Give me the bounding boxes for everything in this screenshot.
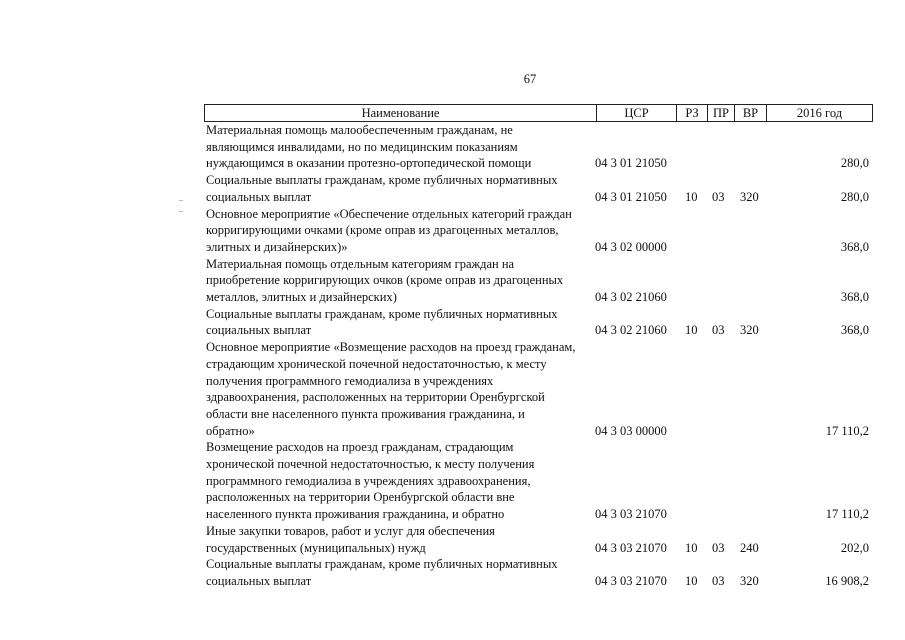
budget-table	[204, 104, 873, 590]
row-csr: 04 3 02 21060	[595, 290, 667, 305]
table-row	[204, 122, 873, 172]
row-csr: 04 3 01 21050	[595, 156, 667, 171]
row-sum: 17 110,2	[825, 423, 869, 438]
row-csr: 04 3 03 00000	[595, 423, 667, 438]
page-number: 67	[523, 72, 537, 86]
row-vr: 240	[740, 540, 759, 555]
header-vr: ВР	[734, 105, 766, 121]
header-csr: ЦСР	[596, 105, 676, 121]
row-name: Иные закупки товаров, работ и услуг для обеспечения государственных (муниципальных) нужд	[206, 523, 495, 555]
table-row	[204, 256, 873, 306]
row-pr: 03	[712, 323, 725, 338]
row-sum: 368,0	[840, 323, 869, 338]
scan-margin-mark	[179, 200, 183, 201]
row-vr: 320	[740, 323, 759, 338]
row-sum: 202,0	[840, 540, 869, 555]
row-name: Материальная помощь малообеспеченным гражданам, не являющимся инвалидами, но по медицинским показаниям нуждающимся в оказании протезно-ортопедической помощи	[206, 123, 532, 171]
row-name: Социальные выплаты гражданам, кроме публичных нормативных социальных выплат	[206, 306, 558, 338]
row-sum: 280,0	[840, 156, 869, 171]
table-header	[204, 104, 873, 122]
table-row	[204, 306, 873, 339]
row-pr: 03	[712, 189, 725, 204]
row-name: Основное мероприятие «Обеспечение отдельных категорий граждан корригирующими очками (кроме оправ из драгоценных металлов, элитных и дизайнерских)»	[206, 206, 572, 254]
row-name: Основное мероприятие «Возмещение расходов на проезд гражданам, страдающим хронической почечной недостаточностью, к месту получения программного гемодиализа в учреждениях здравоохранения, расположенных на территории Оренбургской области вне населенного пункта проживания гражданина, и обратно»	[206, 340, 576, 438]
row-csr: 04 3 02 21060	[595, 323, 667, 338]
scan-margin-mark	[179, 211, 183, 212]
row-csr: 04 3 01 21050	[595, 189, 667, 204]
header-rz: РЗ	[676, 105, 707, 121]
row-sum: 368,0	[840, 290, 869, 305]
row-pr: 03	[712, 573, 725, 588]
header-year: 2016 год	[766, 105, 872, 121]
table-row	[204, 206, 873, 256]
row-csr: 04 3 03 21070	[595, 507, 667, 522]
row-csr: 04 3 03 21070	[595, 540, 667, 555]
row-pr: 03	[712, 540, 725, 555]
row-sum: 368,0	[840, 239, 869, 254]
row-rz: 10	[685, 573, 698, 588]
row-sum: 280,0	[840, 189, 869, 204]
table-row	[204, 339, 873, 439]
row-csr: 04 3 02 00000	[595, 239, 667, 254]
row-vr: 320	[740, 573, 759, 588]
row-sum: 16 908,2	[825, 573, 869, 588]
table-row	[204, 523, 873, 556]
row-csr: 04 3 03 21070	[595, 573, 667, 588]
row-rz: 10	[685, 323, 698, 338]
row-name: Социальные выплаты гражданам, кроме публичных нормативных социальных выплат	[206, 557, 558, 588]
table-row	[204, 172, 873, 205]
row-name: Материальная помощь отдельным категориям граждан на приобретение корригирующих очков (кроме оправ из драгоценных металлов, элитных и дизайнерских)	[206, 256, 564, 305]
row-rz: 10	[685, 189, 698, 204]
row-name: Социальные выплаты гражданам, кроме публичных нормативных социальных выплат	[206, 173, 558, 204]
header-name: Наименование	[361, 106, 440, 120]
header-pr: ПР	[707, 105, 734, 121]
row-sum: 17 110,2	[825, 507, 869, 522]
row-rz: 10	[685, 540, 698, 555]
row-name: Возмещение расходов на проезд гражданам, страдающим хронической почечной недостаточностью, к месту получения программного гемодиализа в учреждениях здравоохранения, расположенных на территории Оренбургской области вне населенного пункта проживания гражданина, и обратно	[206, 440, 535, 522]
row-vr: 320	[740, 189, 759, 204]
table-row	[204, 439, 873, 523]
table-row	[204, 556, 873, 589]
